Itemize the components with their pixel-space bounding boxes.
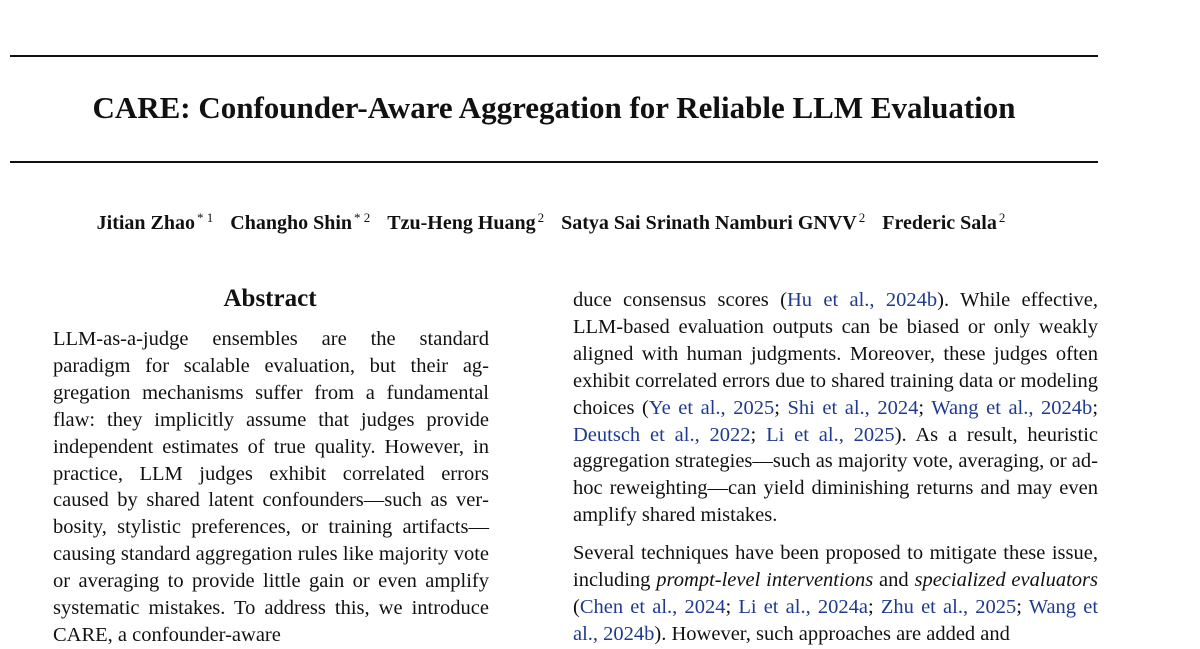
author-affiliation: 2 bbox=[998, 210, 1006, 225]
title-rule-bottom bbox=[10, 161, 1098, 163]
citation-link[interactable]: Deutsch et al., 2022 bbox=[573, 423, 751, 446]
author-name: Changho Shin bbox=[230, 212, 353, 234]
citation-link[interactable]: Zhu et al., 2025 bbox=[880, 595, 1017, 618]
emphasis-text: prompt-level interventions bbox=[656, 569, 874, 592]
citation-link[interactable]: Li et al., 2025 bbox=[766, 423, 895, 446]
citation-link[interactable]: Wang et al., 2024b bbox=[931, 396, 1093, 419]
intro-column bbox=[573, 287, 1098, 648]
separator: ; bbox=[918, 396, 932, 419]
citation-link[interactable]: Shi et al., 2024 bbox=[787, 396, 919, 419]
author-affiliation: * 2 bbox=[354, 210, 371, 225]
author bbox=[97, 212, 214, 234]
author-name: Jitian Zhao bbox=[96, 212, 196, 234]
separator: ; bbox=[774, 396, 788, 419]
citation-link[interactable]: Wang et al., 2024b bbox=[573, 595, 1099, 645]
author-name: Satya Sai Srinath Namburi GNVV bbox=[561, 212, 857, 234]
separator: ; bbox=[868, 595, 881, 618]
intro-paragraph bbox=[573, 287, 1098, 529]
abstract-column bbox=[53, 326, 489, 649]
body-text: ). While effective, LLM-based evaluation outputs can be biased or only weakly aligned with human judgments. Moreover, these judges often exhibit correlated errors due to shared training data or modeling choices ( bbox=[573, 289, 1098, 419]
author-name: Frederic Sala bbox=[882, 212, 997, 234]
body-text: ( bbox=[573, 595, 580, 618]
emphasis-text: specialized evaluators bbox=[914, 569, 1098, 592]
separator: ; bbox=[1092, 396, 1099, 419]
body-text: and bbox=[873, 569, 915, 592]
body-text: ). However, such approaches are added and bbox=[654, 622, 1010, 645]
separator: ; bbox=[1016, 595, 1029, 618]
author-affiliation: 2 bbox=[858, 210, 866, 225]
citation-link[interactable]: Chen et al., 2024 bbox=[579, 595, 726, 618]
abstract-heading: Abstract bbox=[223, 285, 317, 312]
separator: ; bbox=[750, 423, 767, 446]
separator: ; bbox=[725, 595, 739, 618]
author bbox=[561, 212, 865, 234]
author-affiliation: 2 bbox=[537, 210, 545, 225]
body-text: ). As a result, heuristic aggregation strategies—such as majority vote, averaging, or ad-hoc reweighting—can yield diminishing returns and may even amplify shared mistakes. bbox=[573, 423, 1099, 527]
citation-link[interactable]: Hu et al., 2024b bbox=[786, 289, 938, 311]
author bbox=[230, 212, 370, 234]
author-name: Tzu-Heng Huang bbox=[387, 212, 536, 234]
author-affiliation: * 1 bbox=[197, 210, 214, 225]
citation-link[interactable]: Li et al., 2024a bbox=[738, 595, 868, 618]
author bbox=[387, 212, 544, 234]
author bbox=[882, 212, 1005, 234]
citation-link[interactable]: Ye et al., 2025 bbox=[648, 396, 775, 419]
abstract-text: LLM-as-a-judge ensembles are the standard paradigm for scalable evaluation, but their aggregation mechanisms suffer from a fundamental flaw: they implicitly assume that judges provide independent estimates of true quality. However, in practice, LLM judges exhibit correlated errors caused by shared latent confounders—such as verbosity, stylistic preferences, or training artifacts—causing standard aggregation rules like majority vote or averaging to provide little gain or even amplify systematic mistakes. To address this, we introduce CARE, a confounder-aware bbox=[53, 328, 489, 646]
body-text: duce consensus scores ( bbox=[573, 289, 787, 311]
author-list bbox=[0, 209, 1102, 237]
body-text: Several techniques have been proposed to mitigate these issue, including bbox=[573, 542, 1098, 592]
title-rule-top bbox=[10, 55, 1098, 57]
paper-title: CARE: Confounder-Aware Aggregation for Reliable LLM Evaluation bbox=[92, 90, 1016, 125]
intro-paragraph bbox=[573, 540, 1098, 648]
